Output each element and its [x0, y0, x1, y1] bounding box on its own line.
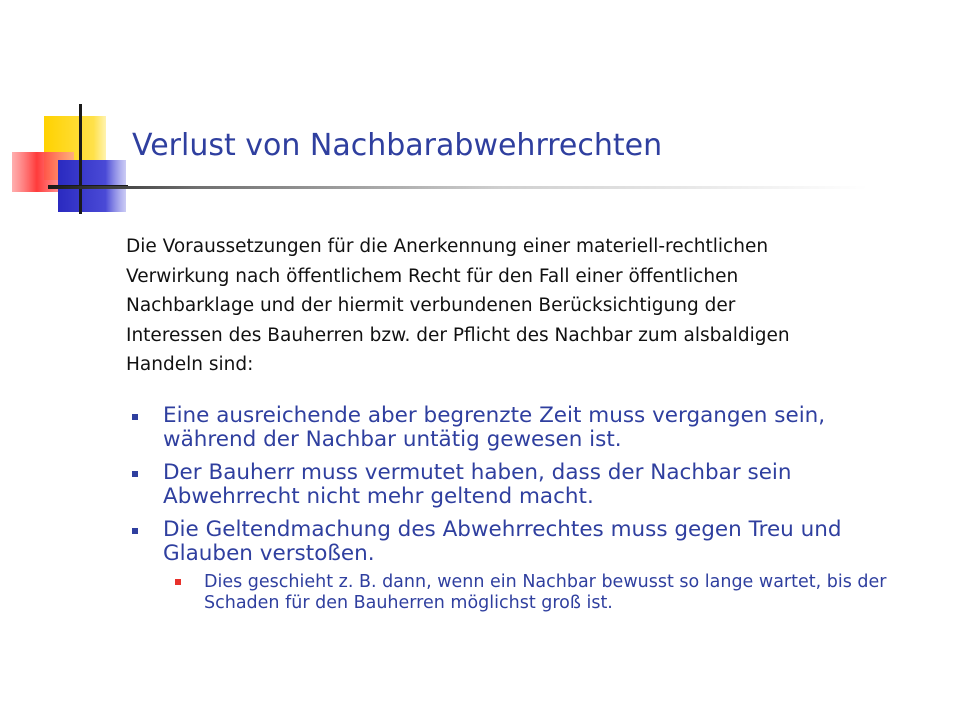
intro-line: Handeln sind:: [126, 354, 254, 375]
bullet-text: Die Geltendmachung des Abwehrrechtes muss gegen Treu und Glauben verstoßen.: [163, 517, 842, 566]
list-item: [0, 461, 903, 509]
sub-list-item: [0, 572, 924, 614]
bullet-square-icon: [132, 414, 138, 420]
title-underline: [48, 186, 868, 189]
corner-logo: [0, 0, 140, 230]
bullet-text: Eine ausreichende aber begrenzte Zeit muss vergangen sein, während der Nachbar untätig gewesen ist.: [163, 403, 826, 452]
intro-line: Interessen des Bauherren bzw. der Pflicht des Nachbar zum alsbaldigen: [126, 324, 790, 346]
bullet-square-icon: [132, 471, 138, 477]
bullet-list: [0, 404, 960, 623]
intro-line: Verwirkung nach öffentlichem Recht für den Fall einer öffentlichen: [126, 265, 739, 287]
intro-line: Nachbarklage und der hiermit verbundenen Berücksichtigung der: [126, 295, 736, 316]
slide-title: Verlust von Nachbarabwehrrechten: [132, 128, 663, 163]
list-item: [0, 404, 903, 452]
sub-bullet-square-icon: [175, 579, 181, 585]
intro-line: Die Voraussetzungen für die Anerkennung einer materiell-rechtlichen: [126, 236, 769, 257]
bullet-square-icon: [132, 528, 138, 534]
sub-bullet-text: Dies geschieht z. B. dann, wenn ein Nachbar bewusst so lange wartet, bis der Schaden für den Bauherren möglichst groß ist.: [204, 572, 887, 613]
bullet-text: Der Bauherr muss vermutet haben, dass der Nachbar sein Abwehrrecht nicht mehr geltend macht.: [163, 460, 792, 509]
list-item: [0, 518, 903, 614]
intro-paragraph: [126, 232, 906, 380]
sub-bullet-list: [163, 572, 903, 614]
